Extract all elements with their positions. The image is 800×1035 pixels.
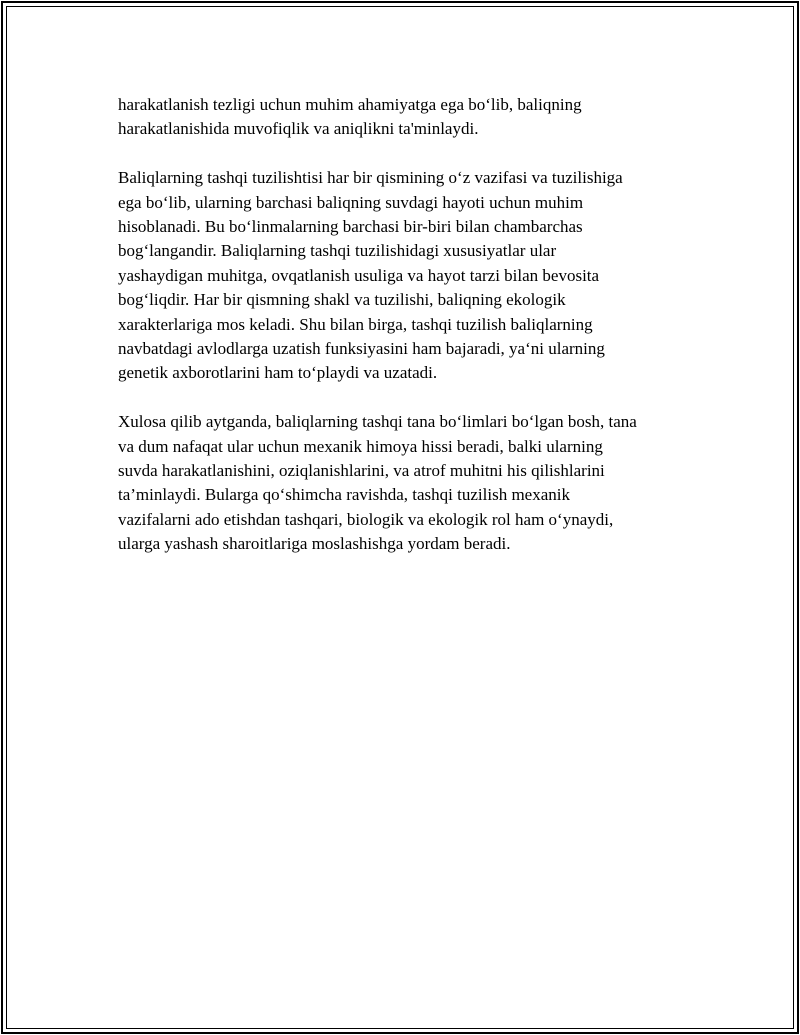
- text-line: harakatlanish tezligi uchun muhim ahamiyatga ega bo‘lib, baliqning: [118, 95, 582, 114]
- text-line: suvda harakatlanishini, oziqlanishlarini, va atrof muhitni his qilishlarini: [118, 461, 605, 481]
- text-line: yashaydigan muhitga, ovqatlanish usuliga va hayot tarzi bilan bevosita: [118, 265, 600, 285]
- paragraph-1: [118, 93, 698, 142]
- text-line: xarakterlariga mos keladi. Shu bilan birga, tashqi tuzilish baliqlarning: [118, 314, 593, 334]
- text-line: bog‘langandir. Baliqlarning tashqi tuzilishidagi xususiyatlar ular: [118, 241, 557, 261]
- text-line: ega bo‘lib, ularning barchasi baliqning suvdagi hayoti uchun muhim: [118, 192, 584, 212]
- text-line: ta’minlaydi. Bularga qo‘shimcha ravishda, tashqi tuzilish mexanik: [118, 485, 570, 505]
- paragraph-2: [118, 166, 698, 386]
- text-line: genetik axborotlarini ham to‘playdi va uzatadi.: [118, 363, 438, 383]
- text-line: ularga yashash sharoitlariga moslashishga yordam beradi.: [118, 534, 511, 554]
- text-line: harakatlanishida muvofiqlik va aniqlikni ta'minlaydi.: [118, 119, 479, 139]
- text-line: Xulosa qilib aytganda, baliqlarning tashqi tana bo‘limlari bo‘lgan bosh, tana: [118, 412, 637, 432]
- text-line: navbatdagi avlodlarga uzatish funksiyasini ham bajaradi, ya‘ni ularning: [118, 339, 605, 359]
- document-body: [118, 93, 698, 581]
- text-line: vazifalarni ado etishdan tashqari, biologik va ekologik rol ham o‘ynaydi,: [118, 509, 614, 529]
- text-line: bog‘liqdir. Har bir qismning shakl va tuzilishi, baliqning ekologik: [118, 290, 566, 310]
- text-line: va dum nafaqat ular uchun mexanik himoya hissi beradi, balki ularning: [118, 436, 603, 456]
- text-line: Baliqlarning tashqi tuzilishtisi har bir qismining o‘z vazifasi va tuzilishiga: [118, 168, 623, 188]
- paragraph-3: [118, 410, 698, 556]
- text-line: hisoblanadi. Bu bo‘linmalarning barchasi bir-biri bilan chambarchas: [118, 217, 583, 237]
